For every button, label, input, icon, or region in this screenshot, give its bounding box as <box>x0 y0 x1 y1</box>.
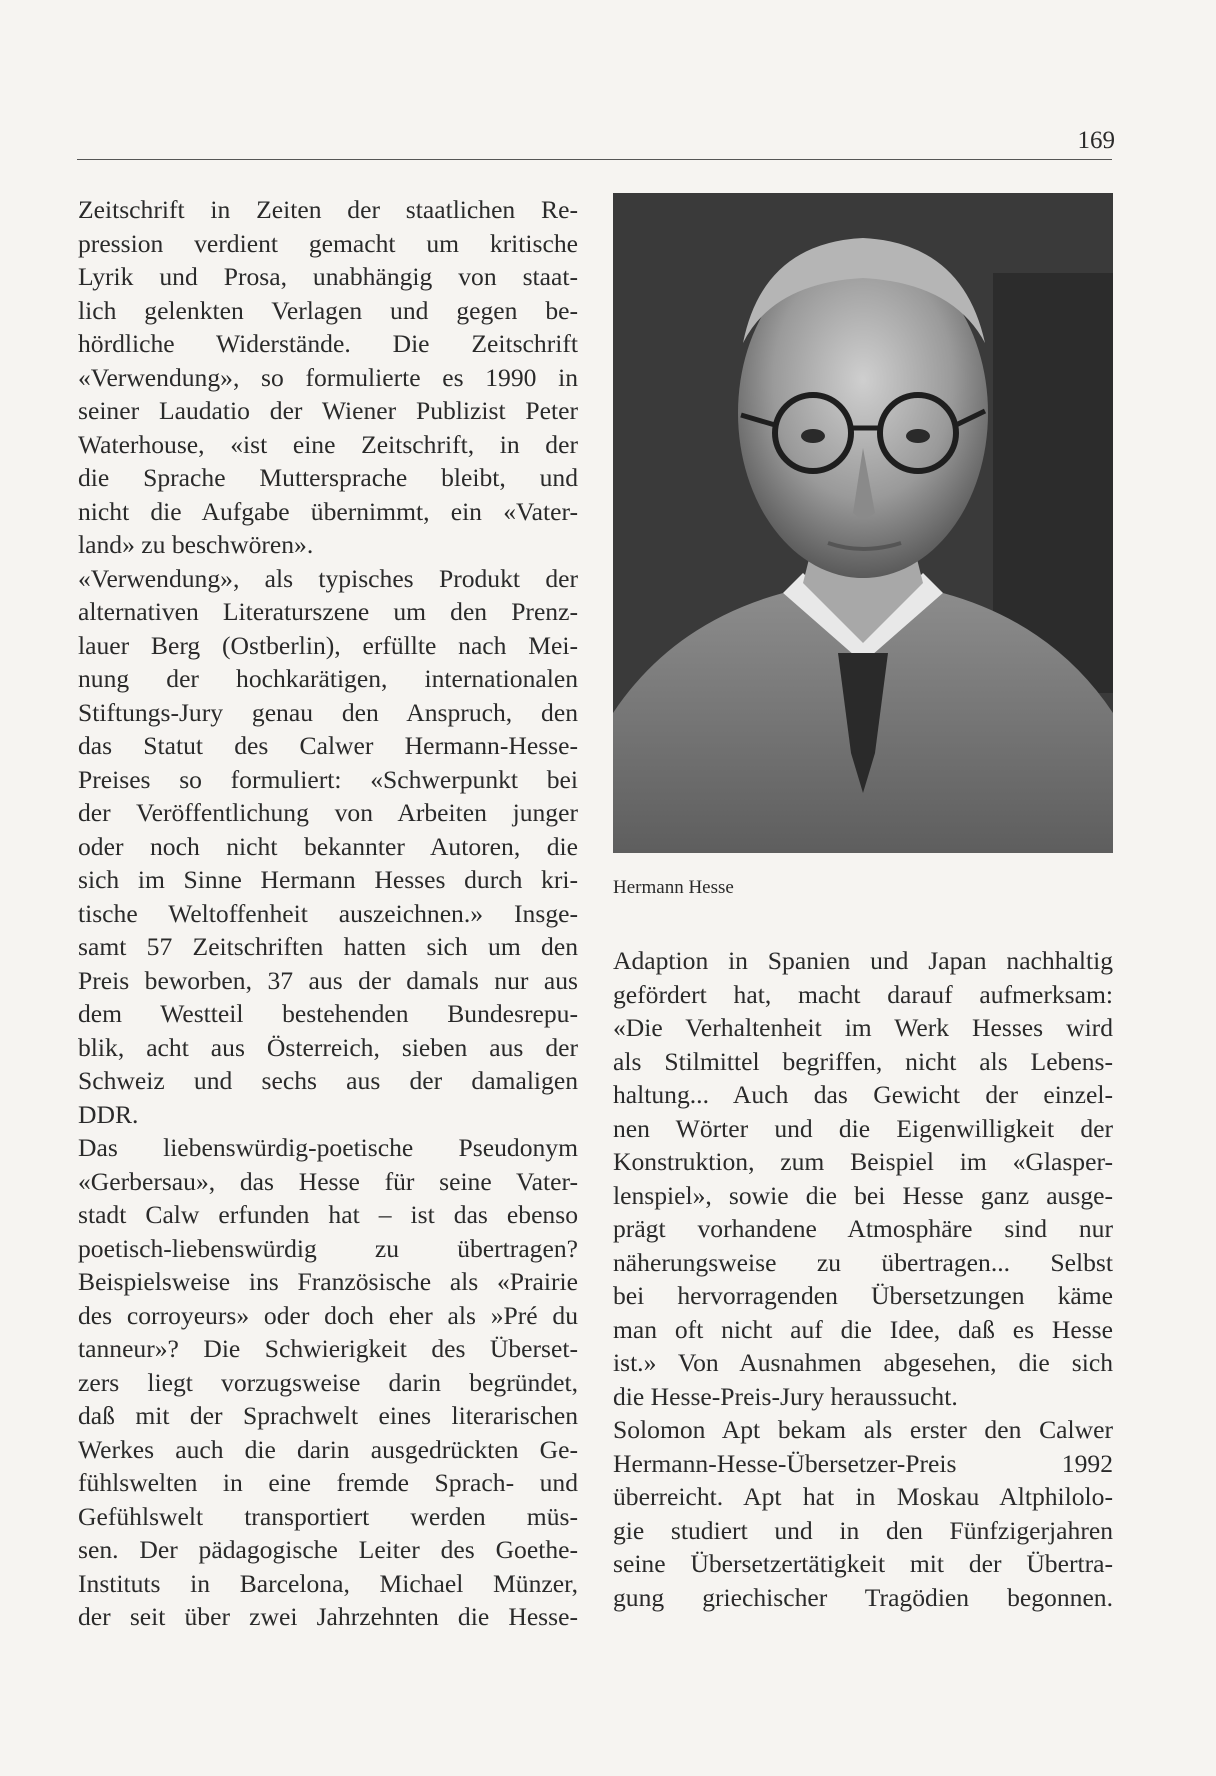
text-line: tanneur»? Die Schwierigkeit des Überset- <box>78 1334 578 1363</box>
text-line: die Sprache Muttersprache bleibt, und <box>78 463 578 492</box>
text-line: DDR. <box>78 1099 139 1129</box>
page-number: 169 <box>1077 127 1115 154</box>
text-line: Lyrik und Prosa, unabhängig von staat- <box>78 262 578 291</box>
text-line: tische Weltoffenheit auszeichnen.» Insge- <box>78 898 578 928</box>
text-line: hördliche Widerstände. Die Zeitschrift <box>78 329 578 358</box>
text-line: lenspiel», sowie die bei Hesse ganz ausge- <box>613 1180 1113 1210</box>
text-line: land» zu beschwören». <box>78 530 314 559</box>
text-line: lauer Berg (Ostberlin), erfüllte nach Mei- <box>78 630 578 660</box>
text-line: samt 57 Zeitschriften hatten sich um den <box>78 932 578 961</box>
right-column <box>613 944 1113 1614</box>
text-line: «Gerbersau», das Hesse für seine Vater- <box>78 1166 578 1196</box>
portrait-photo <box>613 193 1113 853</box>
text-line: oder noch nicht bekannter Autoren, die <box>78 831 578 861</box>
text-line: als Stilmittel begriffen, nicht als Lebens- <box>613 1046 1113 1076</box>
paragraph-4 <box>613 944 1113 1413</box>
text-line: Preis beworben, 37 aus der damals nur aus <box>78 965 578 995</box>
text-line: Zeitschrift in Zeiten der staatlichen Re- <box>78 195 578 224</box>
text-line: prägt vorhandene Atmosphäre sind nur <box>613 1214 1113 1243</box>
text-line: daß mit der Sprachwelt eines literarischen <box>78 1401 578 1430</box>
text-line: gefördert hat, macht darauf aufmerksam: <box>613 979 1113 1009</box>
text-line: Konstruktion, zum Beispiel im «Glasper- <box>613 1147 1113 1176</box>
text-line: stadt Calw erfunden hat – ist das ebenso <box>78 1200 578 1229</box>
text-line: ist.» Von Ausnahmen abgesehen, die sich <box>613 1348 1113 1377</box>
text-line: Preises so formuliert: «Schwerpunkt bei <box>78 764 578 794</box>
text-line: bei hervorragenden Übersetzungen käme <box>613 1281 1113 1310</box>
text-line: gung griechischer Tragödien begonnen. <box>613 1582 1113 1612</box>
text-line: überreicht. Apt hat in Moskau Altphilolo- <box>613 1482 1113 1511</box>
text-line: näherungsweise zu übertragen... Selbst <box>613 1247 1113 1277</box>
text-line: gie studiert und in den Fünfzigerjahren <box>613 1515 1113 1545</box>
text-line: Waterhouse, «ist eine Zeitschrift, in der <box>78 429 578 459</box>
text-line: das Statut des Calwer Hermann-Hesse- <box>78 731 578 760</box>
text-line: alternativen Literaturszene um den Prenz- <box>78 597 578 626</box>
paragraph-5 <box>613 1413 1113 1614</box>
text-line: nung der hochkarätigen, internationalen <box>78 664 578 693</box>
text-line: Schweiz und sechs aus der damaligen <box>78 1066 578 1095</box>
text-line: Gefühlswelt transportiert werden müs- <box>78 1501 578 1531</box>
text-line: Adaption in Spanien und Japan nachhaltig <box>613 946 1113 975</box>
text-line: «Die Verhaltenheit im Werk Hesses wird <box>613 1013 1113 1042</box>
text-line: der Veröffentlichung von Arbeiten junger <box>78 798 578 827</box>
text-line: der seit über zwei Jahrzehnten die Hesse- <box>78 1602 578 1631</box>
text-line: «Verwendung», so formulierte es 1990 in <box>78 362 578 392</box>
text-line: sich im Sinne Hermann Hesses durch kri- <box>78 865 578 894</box>
text-line: dem Westteil bestehenden Bundesrepu- <box>78 999 578 1028</box>
text-line: lich gelenkten Verlagen und gegen be- <box>78 295 578 325</box>
text-line: Das liebenswürdig-poetische Pseudonym <box>78 1133 578 1162</box>
photo-caption: Hermann Hesse <box>613 877 734 898</box>
text-line: nicht die Aufgabe übernimmt, ein «Vater- <box>78 496 578 526</box>
paragraph-3 <box>78 1131 578 1634</box>
text-line: poetisch-liebenswürdig zu übertragen? <box>78 1233 578 1263</box>
text-line: «Verwendung», als typisches Produkt der <box>78 563 578 593</box>
text-line: fühlswelten in eine fremde Sprach- und <box>78 1468 578 1497</box>
text-line: man oft nicht auf die Idee, daß es Hesse <box>613 1314 1113 1344</box>
text-line: Werkes auch die darin ausgedrückten Ge- <box>78 1434 578 1464</box>
header-rule <box>77 159 1112 160</box>
text-line: seine Übersetzertätigkeit mit der Übertra- <box>613 1549 1113 1578</box>
text-line: des corroyeurs» oder doch eher als »Pré du <box>78 1300 578 1330</box>
text-line: zers liegt vorzugsweise darin begründet, <box>78 1367 578 1397</box>
portrait-illustration <box>613 193 1113 853</box>
text-line: blik, acht aus Österreich, sieben aus der <box>78 1032 578 1062</box>
text-line: seiner Laudatio der Wiener Publizist Peter <box>78 396 578 425</box>
text-line: Stiftungs-Jury genau den Anspruch, den <box>78 697 578 727</box>
text-line: nen Wörter und die Eigenwilligkeit der <box>613 1113 1113 1143</box>
text-line: Beispielsweise ins Französische als «Prairie <box>78 1267 578 1296</box>
paragraph-1 <box>78 193 578 562</box>
left-column <box>78 193 578 1634</box>
text-line: pression verdient gemacht um kritische <box>78 228 578 258</box>
paragraph-2 <box>78 562 578 1132</box>
text-line: die Hesse-Preis-Jury heraussucht. <box>613 1381 958 1411</box>
text-line: Hermann-Hesse-Übersetzer-Preis 1992 <box>613 1448 1113 1478</box>
text-line: Solomon Apt bekam als erster den Calwer <box>613 1415 1113 1444</box>
text-line: haltung... Auch das Gewicht der einzel- <box>613 1080 1113 1109</box>
text-line: sen. Der pädagogische Leiter des Goethe- <box>78 1535 578 1564</box>
text-line: Instituts in Barcelona, Michael Münzer, <box>78 1568 578 1598</box>
